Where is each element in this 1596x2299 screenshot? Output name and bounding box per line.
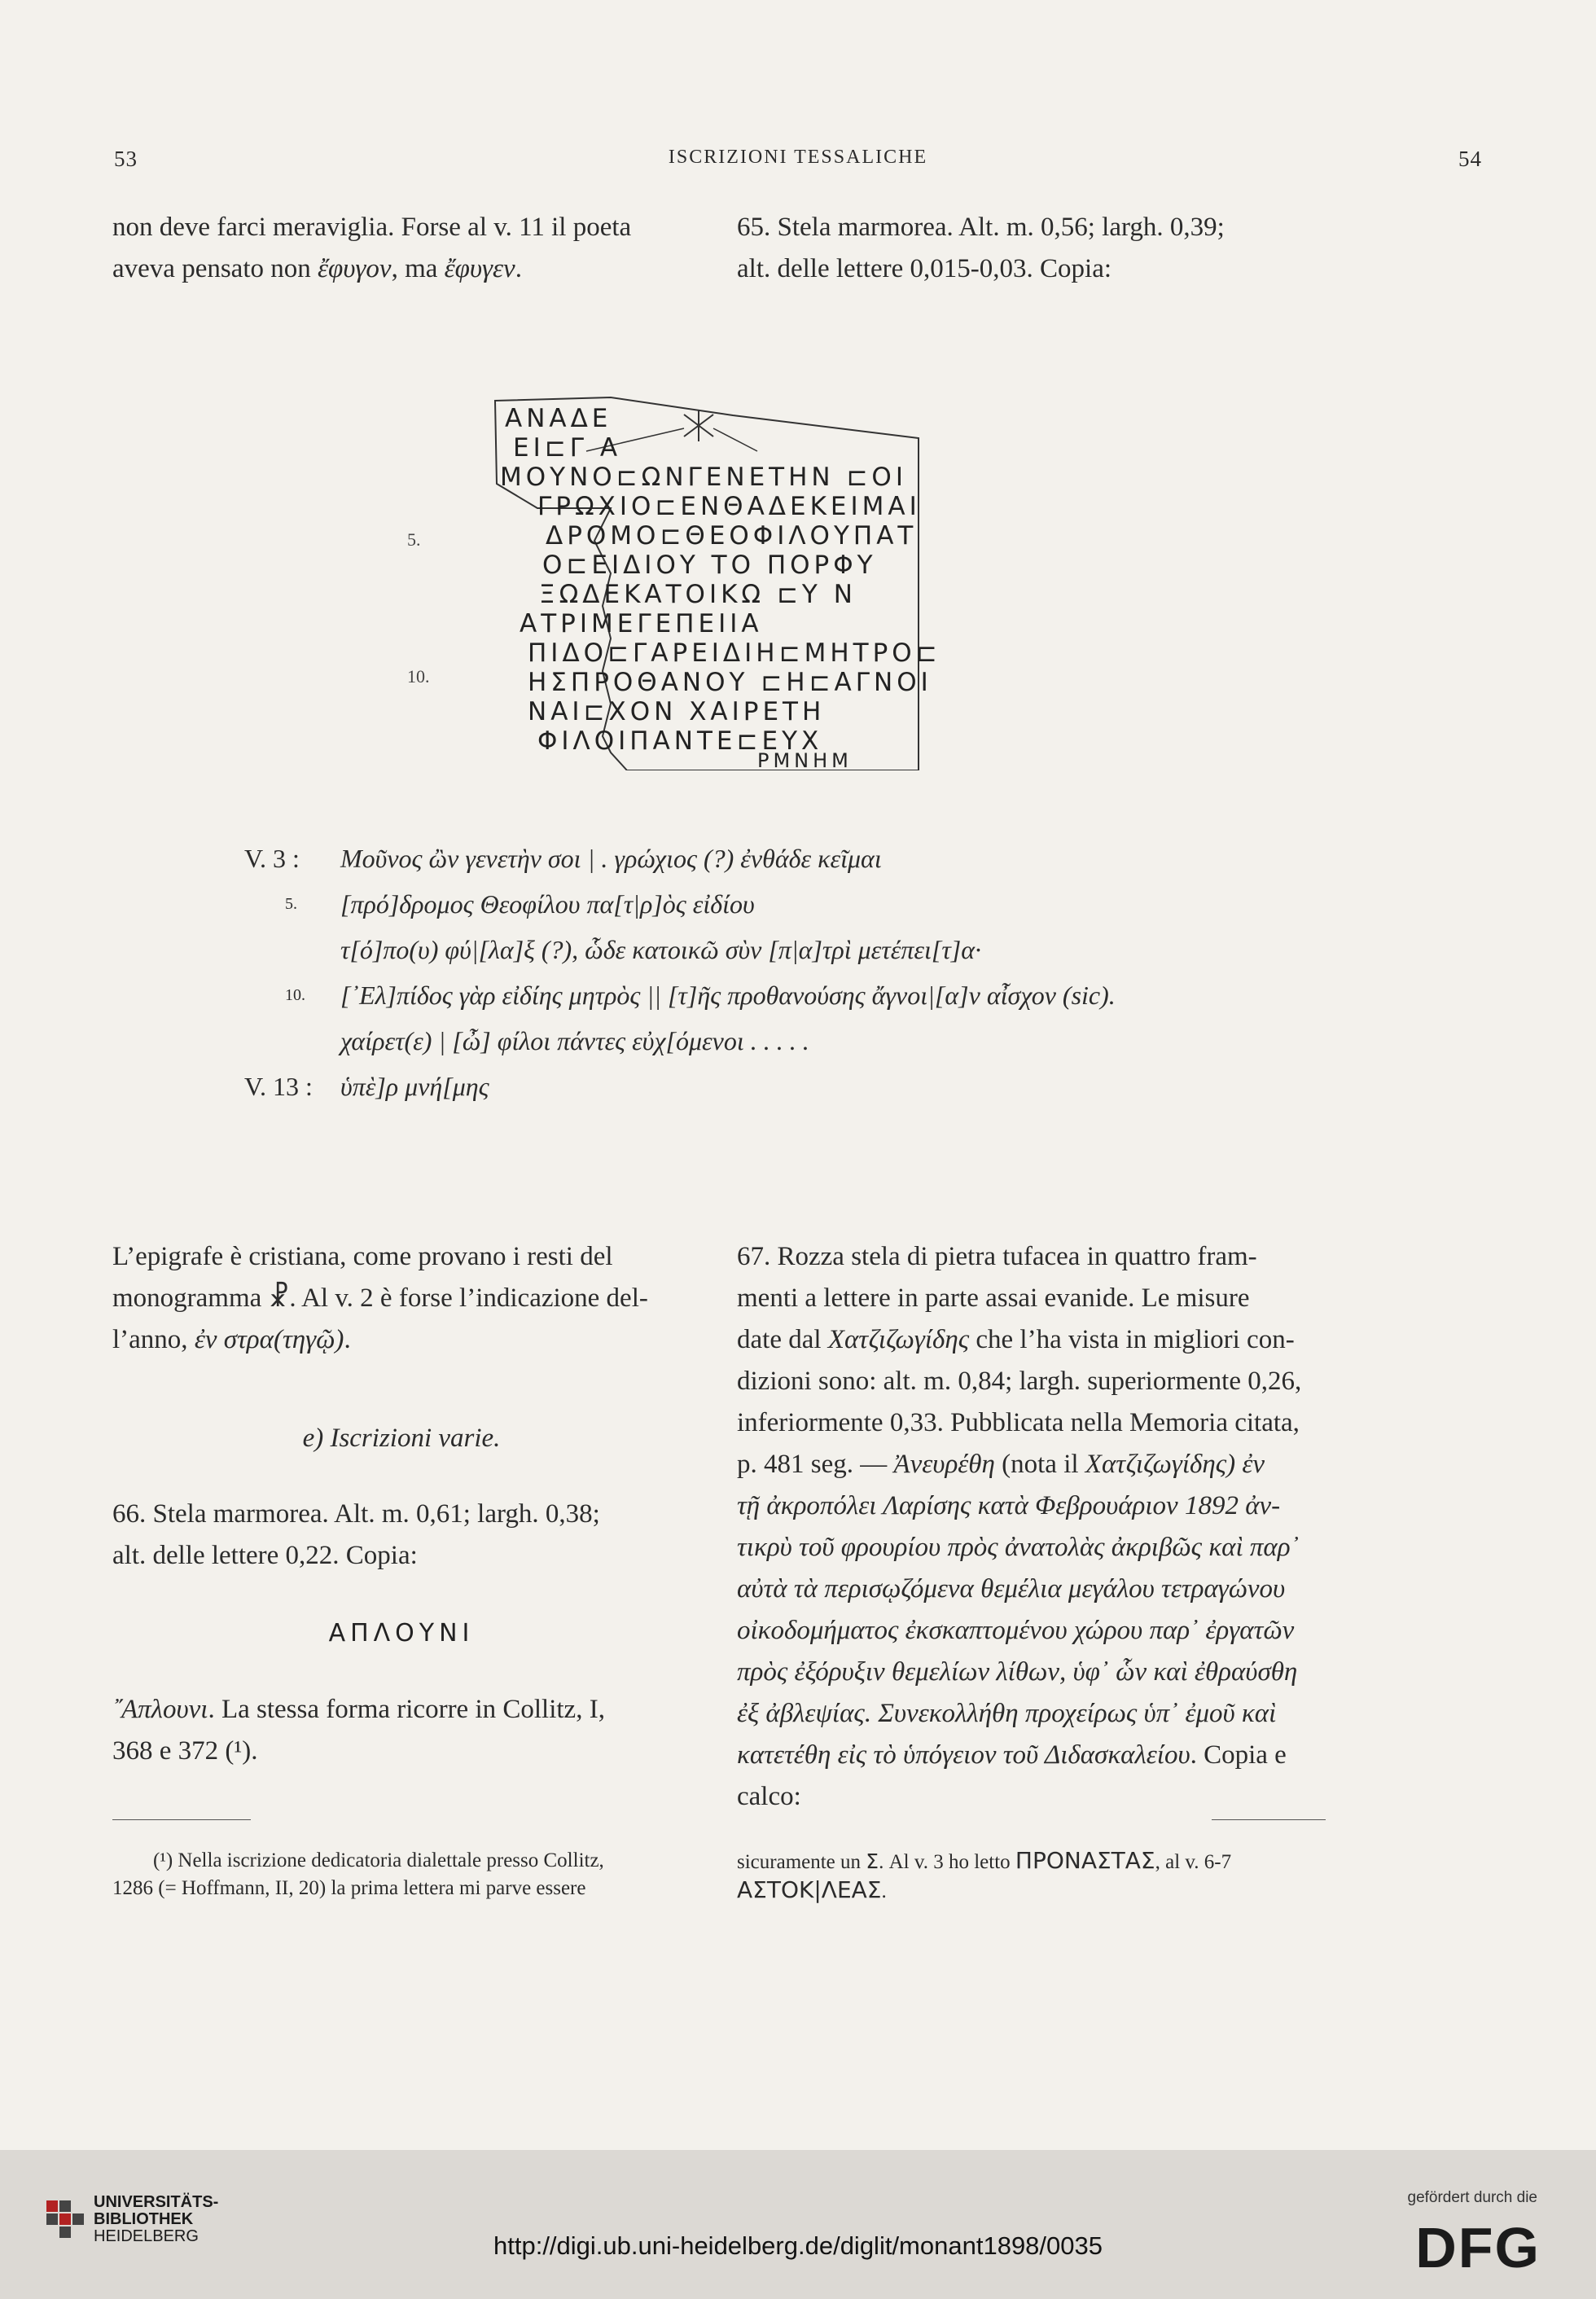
text-line: ῎Απλουνι. La stessa forma ricorre in Collitz, I, (112, 1695, 605, 1724)
text-line: πρὸς ἐξόρυξιν θεμελίων λίθων, ὑφ᾿ ὧν καὶ ἐθραύσθη (737, 1657, 1298, 1687)
footnote-line: (¹) Nella iscrizione dedicatoria dialettale presso Collitz, (153, 1849, 604, 1871)
stone-line: ΦΙΛΟΙΠΑΝΤΕ⊏ΕΥΧ (537, 726, 823, 756)
funding-label: gefördert durch die (1407, 2189, 1537, 2206)
footnote-line: ΑΣΤΟΚ|ΛΕΑΣ. (737, 1876, 887, 1903)
text-line: aveva pensato non ἔφυγον, ma ἔφυγεν. (112, 254, 522, 283)
stone-line: ΕΙ⊏Γ Α (513, 433, 622, 463)
section-heading: e) Iscrizioni varie. (302, 1424, 501, 1453)
stone-line: ΠΙΔΟ⊏ΓΑΡΕΙΔΙΗ⊏ΜΗΤΡΟ⊏ (528, 638, 941, 668)
text-line: 66. Stela marmorea. Alt. m. 0,61; largh. 0,38; (112, 1499, 600, 1529)
stone-line: ΡΜΝΗΜ (757, 749, 853, 772)
transcription-row: 10. [᾿Ελ]πίδος γὰρ εἰδίης μητρὸς || [τ]ῆς προθανούσης ἄγνοι|[α]ν αἶσχον (sic). (285, 981, 1116, 1010)
transcription-row: V. 13 : ὑπὲ]ρ μνή[μης (244, 1072, 489, 1101)
text-line: κατετέθη εἰς τὸ ὑπόγειον τοῦ Διδασκαλείου. Copia e (737, 1740, 1287, 1770)
text-line: alt. delle lettere 0,22. Copia: (112, 1541, 418, 1570)
text-line: 368 e 372 (¹). (112, 1736, 258, 1766)
text-line: 65. Stela marmorea. Alt. m. 0,56; largh. 0,39; (737, 213, 1225, 242)
stone-line-number: 10. (407, 666, 430, 687)
source-url[interactable]: http://digi.ub.uni-heidelberg.de/diglit/monant1898/0035 (493, 2231, 1103, 2260)
footnote-rule (112, 1819, 251, 1820)
footnote-rule (1212, 1819, 1326, 1820)
text-line: alt. delle lettere 0,015-0,03. Copia: (737, 254, 1112, 283)
footer-bar (0, 2150, 1596, 2299)
transcription-row: 5. [πρό]δρομος Θεοφίλου πα[τ|ρ]ὸς εἰδίου (285, 889, 755, 919)
stone-line: ΜΟΥΝΟ⊏ΩΝΓΕΝΕΤΗΝ ⊏ΟΙ (500, 463, 907, 492)
stone-line: ΓΡΩΧΙΟ⊏ΕΝΘΑΔΕΚΕΙΜΑΙ (537, 492, 921, 521)
library-name: UNIVERSITÄTS- BIBLIOTHEK HEIDELBERG (94, 2193, 219, 2245)
text-line: inferiormente 0,33. Pubblicata nella Memoria citata, (737, 1408, 1300, 1437)
entry-67 (737, 1236, 1325, 1818)
text-line: monogramma ☧. Al v. 2 è forse l’indicazione del- (112, 1283, 648, 1313)
left-top-paragraph (112, 207, 691, 290)
transcription-row: V. 3 : Μοῦνος ὢν γενετὴν σοι | . γρώχιος (?) ἐνθάδε κεῖμαι (244, 844, 882, 873)
text-line: 67. Rozza stela di pietra tufacea in quattro fram- (737, 1242, 1257, 1271)
text-line: αὐτὰ τὰ περισῳζόμενα θεμέλια μεγάλου τετραγώνου (737, 1574, 1286, 1604)
footnote-line: 1286 (= Hoffmann, II, 20) la prima lettera mi parve essere (112, 1877, 586, 1899)
text-line: L’epigrafe è cristiana, come provano i resti del (112, 1242, 613, 1271)
stone-line: ΔΡΟΜΟ⊏ΘΕΟΦΙΛΟΥΠΑΤ (546, 521, 918, 551)
running-title: ISCRIZIONI TESSALICHE (668, 147, 928, 168)
inscription-drawing (489, 394, 941, 772)
text-line: non deve farci meraviglia. Forse al v. 11 il poeta (112, 213, 632, 242)
text-line: p. 481 seg. — Ἀνευρέθη (nota il Χατζιζωγίδης) ἐν (737, 1450, 1265, 1479)
text-line: l’anno, ἐν στρα(τηγῷ). (112, 1325, 351, 1354)
page-number-left: 53 (114, 147, 138, 171)
stone-line: ΑΤΡΙΜΕΓΕΠΕΙΙΑ (520, 609, 763, 638)
transcription-row: τ[ό]πο(υ) φύ|[λα]ξ (?), ὧδε κατοικῶ σὺν [π|α]τρὶ μετέπει[τ]α· (340, 935, 982, 964)
stone-line-number: 5. (407, 529, 421, 550)
footnote-right (737, 1847, 1325, 1906)
text-line: οἰκοδομήματος ἐκσκαπτομένου χώρου παρ᾿ ἐργατῶν (737, 1616, 1295, 1645)
text-line: τικρὺ τοῦ φρουρίου πρὸς ἀνατολὰς ἀκριβῶς καὶ παρ᾿ (737, 1533, 1300, 1562)
stone-line: ΑΝΑΔΕ (505, 404, 612, 433)
dfg-logo: DFG (1415, 2216, 1541, 2279)
text-line: menti a lettere in parte assai evanide. Le misure (737, 1283, 1250, 1313)
stone-line: ΞΩΔΕΚΑΤΟΙΚΩ ⊏Υ Ν (539, 580, 857, 609)
entry-66-comment (112, 1689, 691, 1772)
copy-text: ΑΠΛΟΥΝΙ (328, 1619, 475, 1647)
text-line: τῇ ἀκροπόλει Λαρίσης κατὰ Φεβρουάριον 1892 ἀν- (737, 1491, 1281, 1520)
text-line: ἐξ ἀβλεψίας. Συνεκολλήθη προχείρως ὑπ᾿ ἐμοῦ καὶ (737, 1699, 1277, 1728)
transcription (244, 836, 1303, 1109)
entry-66 (112, 1494, 691, 1577)
footnote-left (112, 1847, 691, 1902)
transcription-row: χαίρετ(ε) | [ὦ] φίλοι πάντες εὐχ[όμενοι . . . . . (340, 1026, 809, 1055)
text-line: calco: (737, 1782, 801, 1811)
text-line: date dal Χατζιζωγίδης che l’ha vista in migliori con- (737, 1325, 1295, 1354)
stone-line: ΝΑΙ⊏ΧΟΝ ΧΑΙΡΕΤΗ (528, 697, 826, 726)
footnote-line: sicuramente un Σ. Al v. 3 ho letto ΠΡΟΝΑΣΤΑΣ, al v. 6-7 (737, 1847, 1232, 1874)
text-line: dizioni sono: alt. m. 0,84; largh. superiormente 0,26, (737, 1367, 1302, 1396)
page-number-right: 54 (1458, 147, 1482, 171)
stone-line: ΗΣΠΡΟΘΑΝΟΥ ⊏Η⊏ΑΓΝΟΙ (528, 668, 932, 697)
stone-line: Ο⊏ΕΙΔΙΟΥ ΤΟ ΠΟΡΦΥ (542, 551, 877, 580)
left-bottom-paragraph (112, 1236, 691, 1361)
right-top-paragraph (737, 207, 1325, 290)
